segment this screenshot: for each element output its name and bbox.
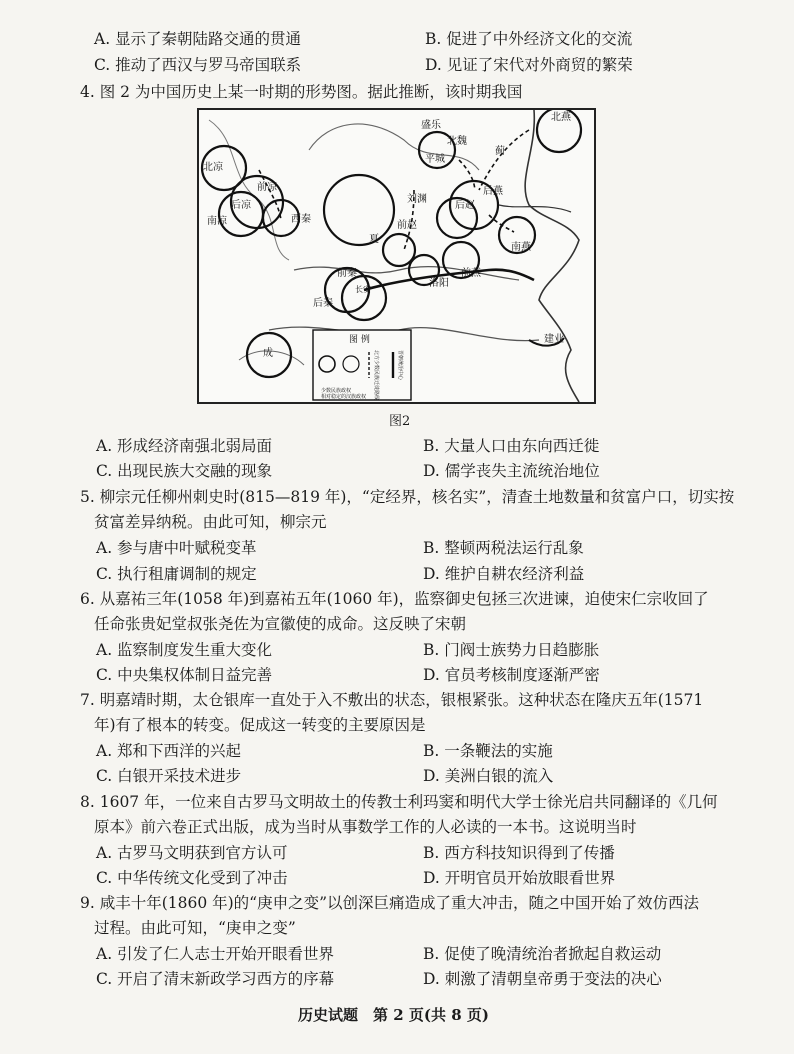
legend-title: 图 例 [349, 335, 370, 345]
map-label-xiqin: 西秦 [291, 214, 311, 225]
q7-stem-line1: 7. 明嘉靖时期，太仓银库一直处于入不敷出的状态，银根紧张。这种状态在隆庆五年(1571 [80, 691, 704, 709]
map-label-nanyan: 南燕 [511, 242, 531, 253]
q9-option-b: B. 促使了晚清统治者掀起自救运动 [423, 945, 662, 963]
q8-option-d: D. 开明官员开始放眼看世界 [423, 869, 616, 887]
migration-route-3 [479, 130, 529, 190]
regime-circle-qianzhao [324, 175, 394, 245]
q8-stem-line1: 8. 1607 年，一位来自古罗马文明故土的传教士利玛窦和明代大学士徐光启共同翻译的《几何 [80, 793, 718, 811]
q3-option-a: A. 显示了秦朝陆路交通的贯通 [94, 30, 302, 48]
q8-stem-line2: 原本》前六卷正式出版，成为当时从事数学工作的人必读的一本书。这说明当时 [94, 818, 637, 836]
q5-stem-line2: 贫富差异纳税。由此可知，柳宗元 [94, 513, 327, 531]
q7-option-b: B. 一条鞭法的实施 [423, 742, 553, 760]
q3-option-c: C. 推动了西汉与罗马帝国联系 [94, 56, 302, 74]
q6-option-b: B. 门阀士族势力日趋膨胀 [423, 641, 600, 659]
regime-circle-houqin [342, 276, 386, 320]
map-label-changan: 长安 [355, 285, 371, 294]
q5-option-b: B. 整顿两税法运行乱象 [423, 539, 584, 557]
map-label-nanliang: 南凉 [207, 216, 227, 227]
q5-stem-line1: 5. 柳宗元任柳州刺史时(815—819 年)，“定经界，核名实”，清查土地数量和贫富户口，切实按 [80, 488, 735, 506]
map-label-houzhao: 后赵 [455, 200, 475, 211]
historical-map-figure [197, 108, 596, 404]
coast-bay [499, 205, 571, 212]
figure-caption: 图2 [389, 414, 411, 429]
page-footer: 历史试题 第 2 页(共 8 页) [298, 1006, 489, 1024]
regime-circle-xia [383, 234, 415, 266]
q9-stem-line1: 9. 咸丰十年(1860 年)的“庚申之变”以创深巨痛造成了重大冲击，随之中国开始了效仿西法 [80, 894, 700, 912]
q9-option-a: A. 引发了仁人志士开始开眼看世界 [96, 945, 335, 963]
q7-option-c: C. 白银开采技术进步 [96, 767, 242, 785]
map-label-houqin: 后秦 [313, 298, 333, 309]
q9-option-c: C. 开启了清末新政学习西方的序幕 [96, 970, 335, 988]
q6-stem-line1: 6. 从嘉祐三年(1058 年)到嘉祐五年(1060 年)，监察御史包拯三次进谏，迫使宋仁宗收回了 [80, 590, 709, 608]
q9-option-d: D. 刺激了清朝皇帝勇于变法的决心 [423, 970, 662, 988]
map-label-beiyan: 北燕 [551, 112, 571, 123]
q9-stem-line2: 过程。由此可知，“庚申之变” [94, 919, 296, 937]
legend-text-2: 相对稳定的汉族政权 [321, 394, 367, 400]
q8-option-b: B. 西方科技知识得到了传播 [423, 844, 615, 862]
map-label-qianzhao: 前赵 [397, 220, 417, 231]
map-label-luoyang: 洛阳 [429, 278, 449, 289]
map-label-beiliang: 北凉 [203, 162, 223, 173]
q7-option-d: D. 美洲白银的流入 [423, 767, 554, 785]
regime-circle-nanliang [219, 192, 263, 236]
q3-option-b: B. 促进了中外经济文化的交流 [425, 30, 633, 48]
map-label-cheng: 成 [263, 348, 273, 359]
map-label-shengle: 盛乐 [421, 120, 441, 131]
legend-text-4: 晋朝统治中心 [397, 350, 403, 381]
legend-text-3: 北方少数民族迁徙路线 [373, 350, 379, 401]
map-label-qianyan: 前燕 [461, 268, 481, 279]
map-label-houyan: 后燕 [483, 186, 503, 197]
map-label-pingcheng: 平城 [425, 154, 445, 165]
q5-option-c: C. 执行租庸调制的规定 [96, 565, 257, 583]
q8-option-c: C. 中华传统文化受到了冲击 [96, 869, 288, 887]
map-label-qianliang: 前凉 [257, 182, 277, 193]
coastline [525, 110, 579, 402]
q4-option-c: C. 出现民族大交融的现象 [96, 462, 273, 480]
map-label-xia: 夏 [369, 234, 379, 245]
q7-stem-line2: 年)有了根本的转变。促成这一转变的主要原因是 [94, 716, 426, 734]
map-label-jianye: 建业 [544, 334, 564, 345]
map-label-qianqin: 前秦 [337, 268, 357, 279]
q5-option-a: A. 参与唐中叶赋税变革 [96, 539, 257, 557]
map-label-ji: 蓟 [495, 146, 505, 157]
legend-text-1: 少数民族政权 [321, 388, 352, 394]
q3-option-d: D. 见证了宋代对外商贸的繁荣 [425, 56, 633, 74]
map-label-liuyuan: 刘渊 [407, 194, 427, 205]
q4-stem: 4. 图 2 为中国历史上某一时期的形势图。据此推断，该时期我国 [80, 83, 523, 101]
map-label-houliang: 后凉 [231, 200, 251, 211]
map-svg [199, 110, 594, 402]
q6-option-a: A. 监察制度发生重大变化 [96, 641, 273, 659]
q4-option-d: D. 儒学丧失主流统治地位 [423, 462, 600, 480]
q6-stem-line2: 任命张贵妃堂叔张尧佐为宣徽使的成命。这反映了宋朝 [94, 615, 467, 633]
q7-option-a: A. 郑和下西洋的兴起 [96, 742, 242, 760]
q8-option-a: A. 古罗马文明获到官方认可 [96, 844, 288, 862]
q4-option-b: B. 大量人口由东向西迁徙 [423, 437, 600, 455]
q5-option-d: D. 维护自耕农经济利益 [423, 565, 585, 583]
q6-option-c: C. 中央集权体制日益完善 [96, 666, 273, 684]
map-label-beiwei: 北魏 [447, 136, 467, 147]
q4-option-a: A. 形成经济南强北弱局面 [96, 437, 273, 455]
q6-option-d: D. 官员考核制度逐渐严密 [423, 666, 600, 684]
